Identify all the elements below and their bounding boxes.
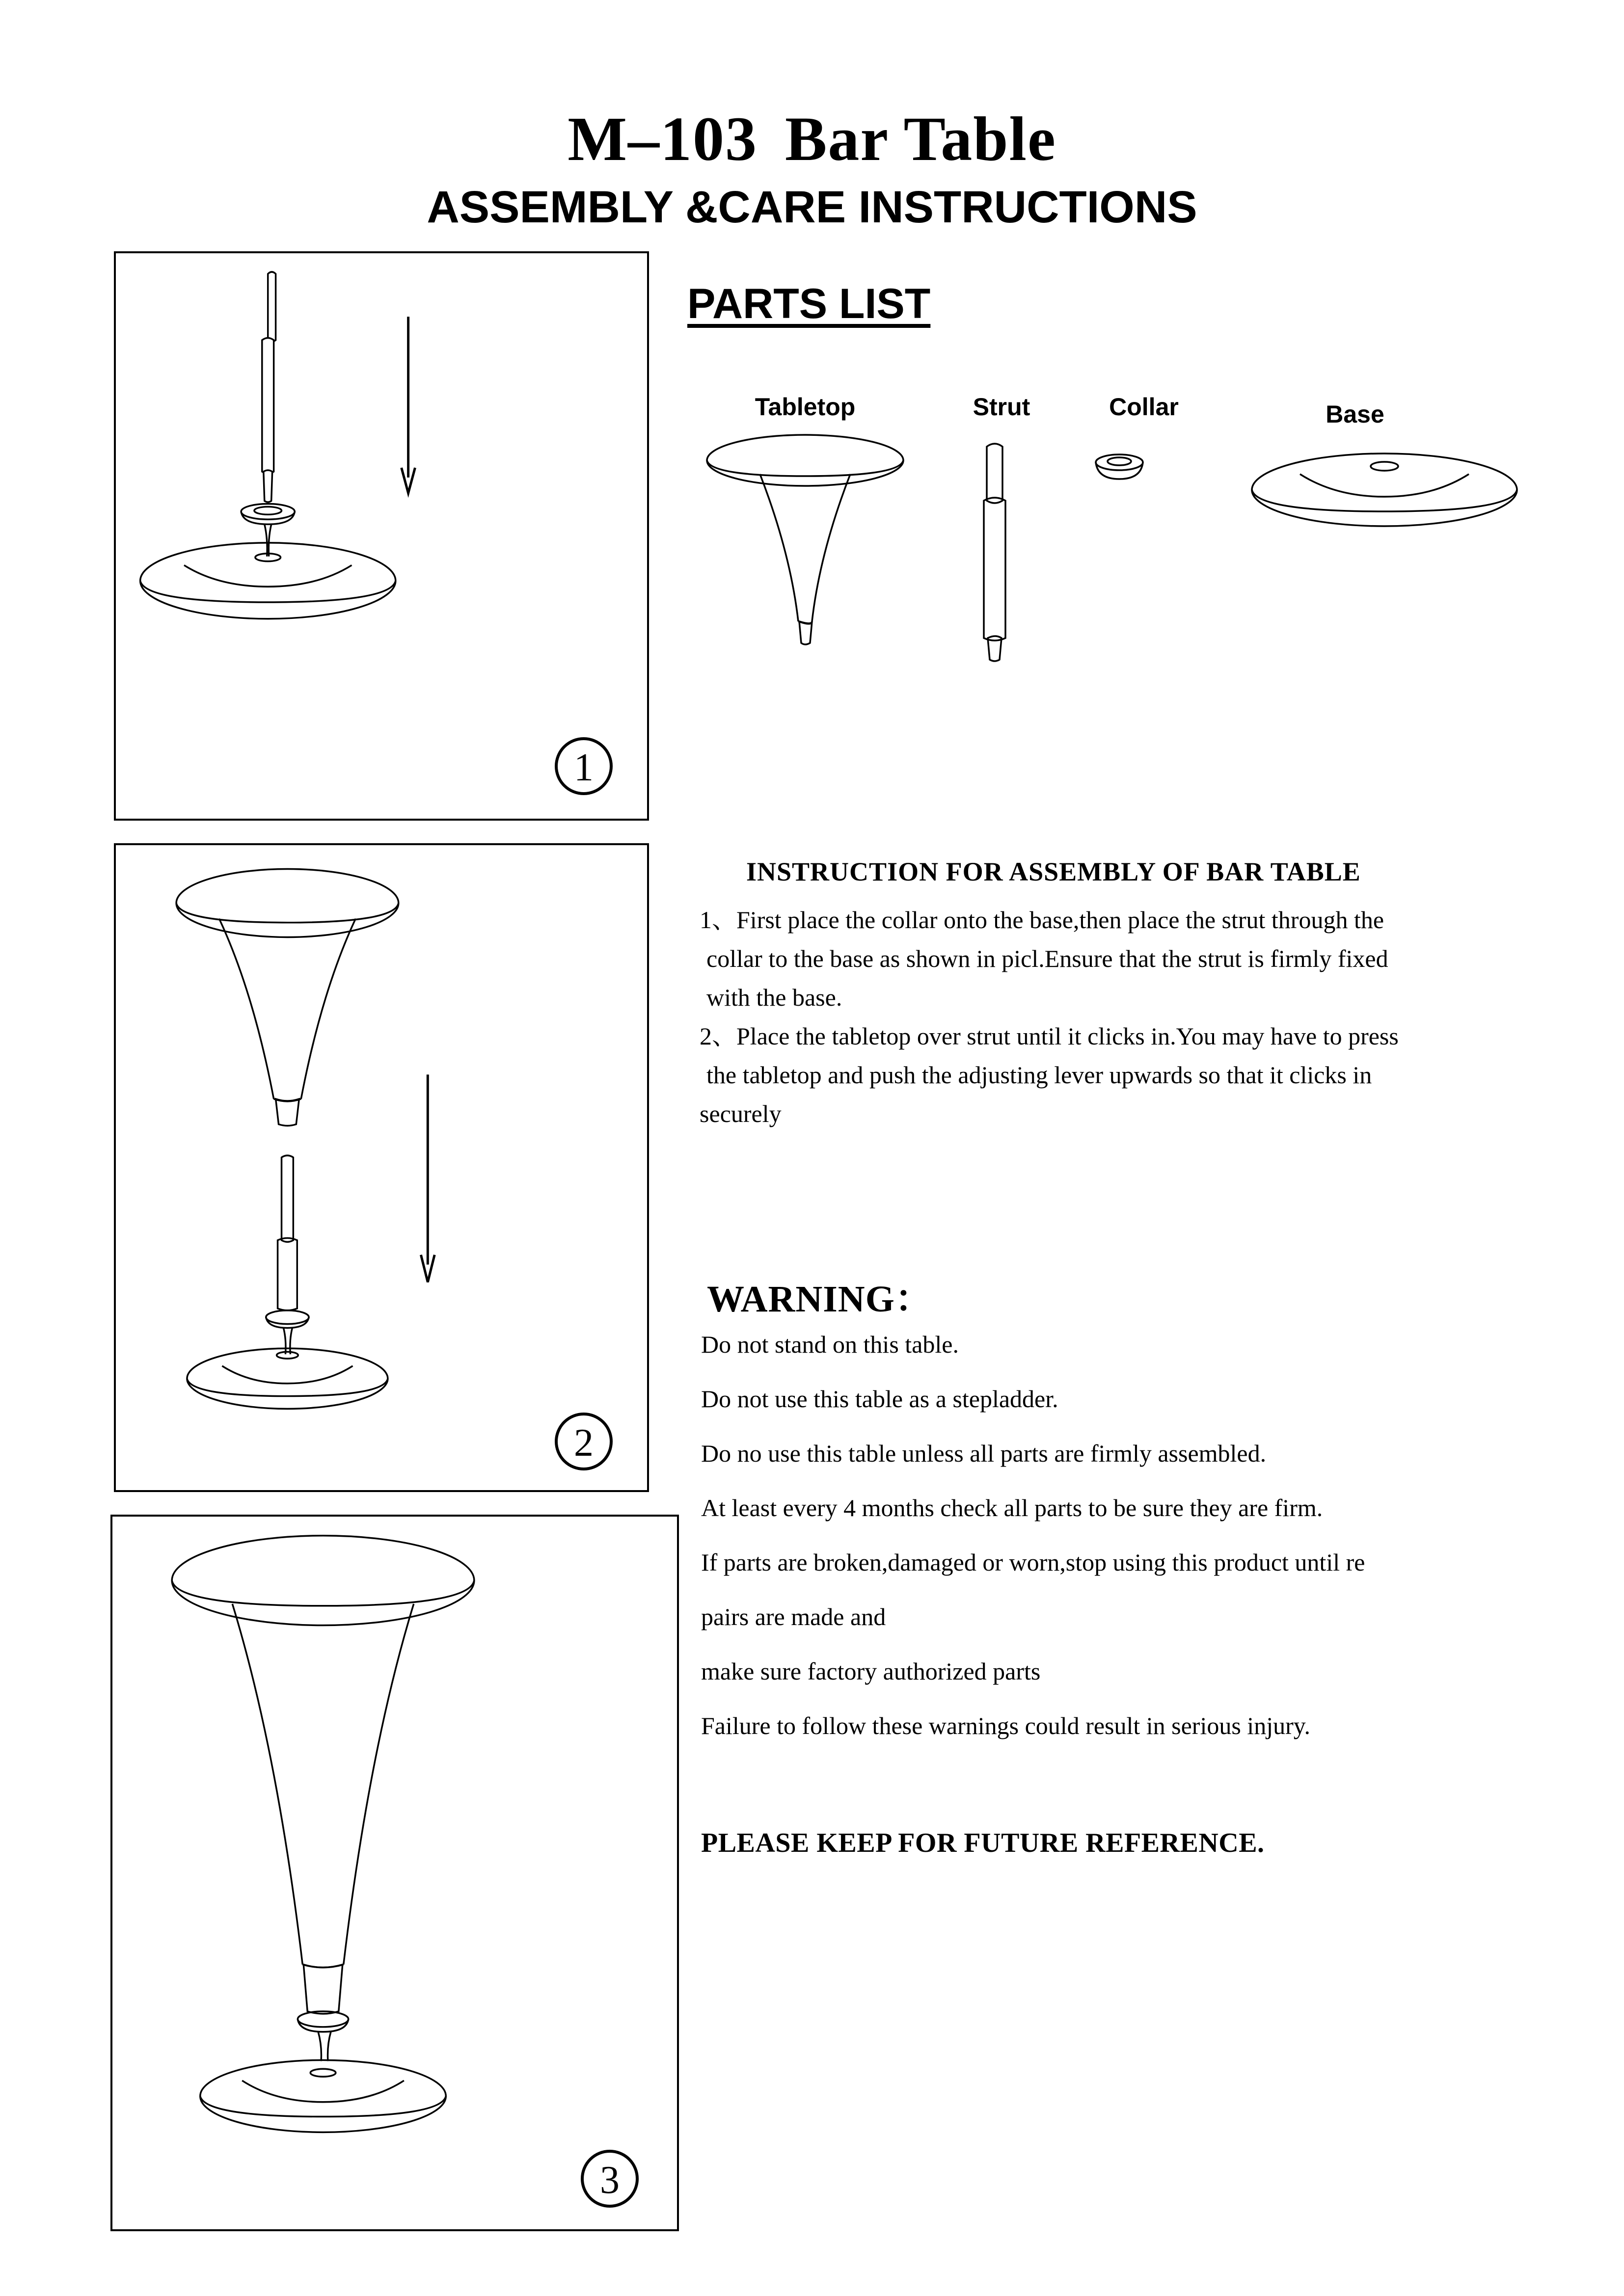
part-label-strut: Strut bbox=[973, 393, 1030, 421]
keep-for-reference-note: PLEASE KEEP FOR FUTURE REFERENCE. bbox=[701, 1828, 1265, 1858]
instructions-heading: INSTRUCTION FOR ASSEMBLY OF BAR TABLE bbox=[746, 857, 1361, 886]
base-icon bbox=[1252, 454, 1517, 526]
tabletop-icon bbox=[707, 435, 903, 644]
warning-line: At least every 4 months check all parts to be sure they are firm. bbox=[701, 1494, 1323, 1522]
warning-line: Do no use this table unless all parts are firmly assembled. bbox=[701, 1440, 1267, 1467]
parts-list-heading: PARTS LIST bbox=[687, 280, 931, 327]
warning-line: Failure to follow these warnings could result in serious injury. bbox=[701, 1712, 1310, 1739]
step-number-1: 1 bbox=[555, 737, 613, 795]
step-number-2: 2 bbox=[555, 1413, 613, 1470]
step-number-3: 3 bbox=[581, 2150, 639, 2208]
part-label-tabletop: Tabletop bbox=[755, 393, 856, 421]
title-product: Bar Table bbox=[785, 104, 1056, 174]
instruction-line: 2、Place the tabletop over strut until it clicks in.You may have to press bbox=[700, 1022, 1399, 1050]
warning-heading: WARNING： bbox=[707, 1279, 933, 1320]
instruction-line: collar to the base as shown in picl.Ensure that the strut is firmly fixed bbox=[706, 945, 1388, 972]
part-label-collar: Collar bbox=[1109, 393, 1179, 421]
page-title bbox=[0, 103, 1624, 175]
instruction-line: 1、First place the collar onto the base,then place the strut through the bbox=[700, 906, 1384, 934]
warning-line: If parts are broken,damaged or worn,stop using this product until re bbox=[701, 1548, 1365, 1576]
instruction-line: securely bbox=[700, 1100, 782, 1127]
step-figure-3 bbox=[110, 1515, 679, 2231]
instruction-line: the tabletop and push the adjusting lever upwards so that it clicks in bbox=[706, 1061, 1372, 1089]
step-3-illustration bbox=[112, 1517, 677, 2229]
collar-icon bbox=[1096, 454, 1143, 479]
instruction-line: with the base. bbox=[706, 984, 842, 1011]
step-figure-2 bbox=[114, 843, 649, 1492]
page-subtitle: ASSEMBLY &CARE INSTRUCTIONS bbox=[427, 182, 1197, 232]
step-1-illustration bbox=[116, 253, 647, 819]
warning-line: Do not stand on this table. bbox=[701, 1331, 959, 1358]
warning-line: Do not use this table as a stepladder. bbox=[701, 1385, 1058, 1413]
strut-icon bbox=[984, 444, 1005, 661]
instructions-text bbox=[700, 901, 1534, 1133]
warning-line: pairs are made and bbox=[701, 1603, 886, 1630]
warning-line: make sure factory authorized parts bbox=[701, 1657, 1041, 1685]
title-model: M–103 bbox=[568, 104, 758, 174]
warning-list bbox=[701, 1330, 1545, 1766]
step-2-illustration bbox=[116, 845, 647, 1490]
part-label-base: Base bbox=[1326, 400, 1384, 428]
step-figure-1 bbox=[114, 251, 649, 821]
parts-list-illustrations bbox=[687, 427, 1522, 682]
